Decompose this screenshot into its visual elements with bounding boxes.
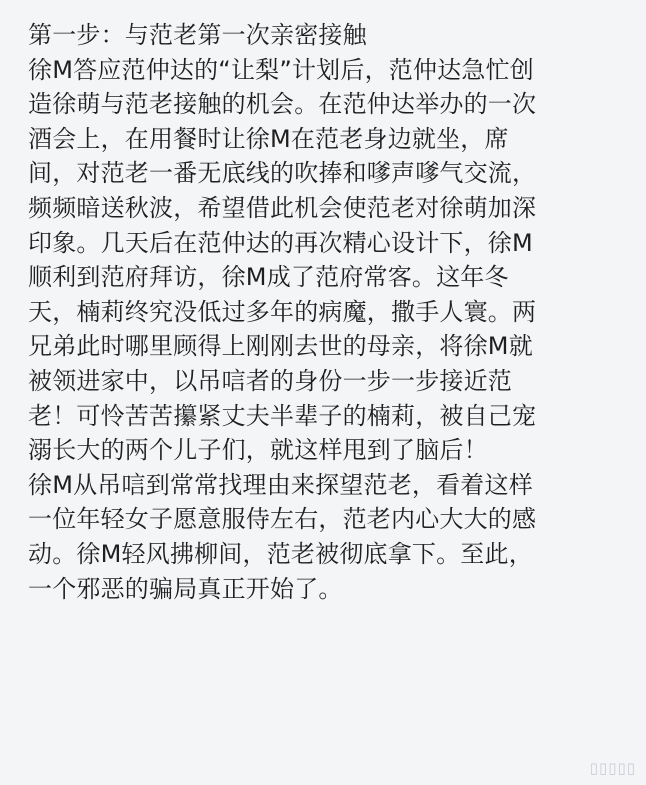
paragraph-line: 徐M从吊唁到常常找理由来探望范老，看着这样 bbox=[28, 470, 533, 499]
paragraph-line: 老！可怜苦苦攥紧丈夫半辈子的楠莉，被自己宠 bbox=[28, 401, 537, 430]
paragraph-line: 造徐萌与范老接触的机会。在范仲达举办的一次 bbox=[28, 90, 537, 119]
paragraph-line: 印象。几天后在范仲达的再次精心设计下，徐M bbox=[28, 228, 533, 257]
paragraph-line: 一位年轻女子愿意服侍左右，范老内心大大的感 bbox=[28, 505, 537, 534]
paragraph-line: 兄弟此时哪里顾得上刚刚去世的母亲，将徐M就 bbox=[28, 332, 533, 361]
watermark: ▯▯▯▯▯ bbox=[589, 759, 636, 777]
section-heading: 第一步：与范老第一次亲密接触 bbox=[28, 21, 367, 49]
paragraph-line: 被领进家中，以吊唁者的身份一步一步接近范 bbox=[28, 366, 512, 395]
paragraph-line: 一个邪恶的骗局真正开始了。 bbox=[28, 574, 343, 603]
paragraph-line: 溺长大的两个儿子们，就这样甩到了脑后！ bbox=[28, 436, 488, 465]
paragraph-line: 徐M答应范仲达的“让梨”计划后，范仲达急忙创 bbox=[28, 55, 534, 84]
paragraph-line: 酒会上，在用餐时让徐M在范老身边就坐，席 bbox=[28, 124, 509, 153]
paragraph-line: 顺利到范府拜访，徐M成了范府常客。这年冬 bbox=[28, 263, 509, 292]
paragraph-line: 天，楠莉终究没低过多年的病魔，撒手人寰。两 bbox=[28, 297, 537, 326]
paragraph-line: 间，对范老一番无底线的吹捧和嗲声嗲气交流， bbox=[28, 159, 537, 188]
paragraph-line: 频频暗送秋波，希望借此机会使范老对徐萌加深 bbox=[28, 193, 537, 222]
paragraph-line: 动。徐M轻风拂柳间，范老被彻底拿下。至此， bbox=[28, 539, 533, 568]
